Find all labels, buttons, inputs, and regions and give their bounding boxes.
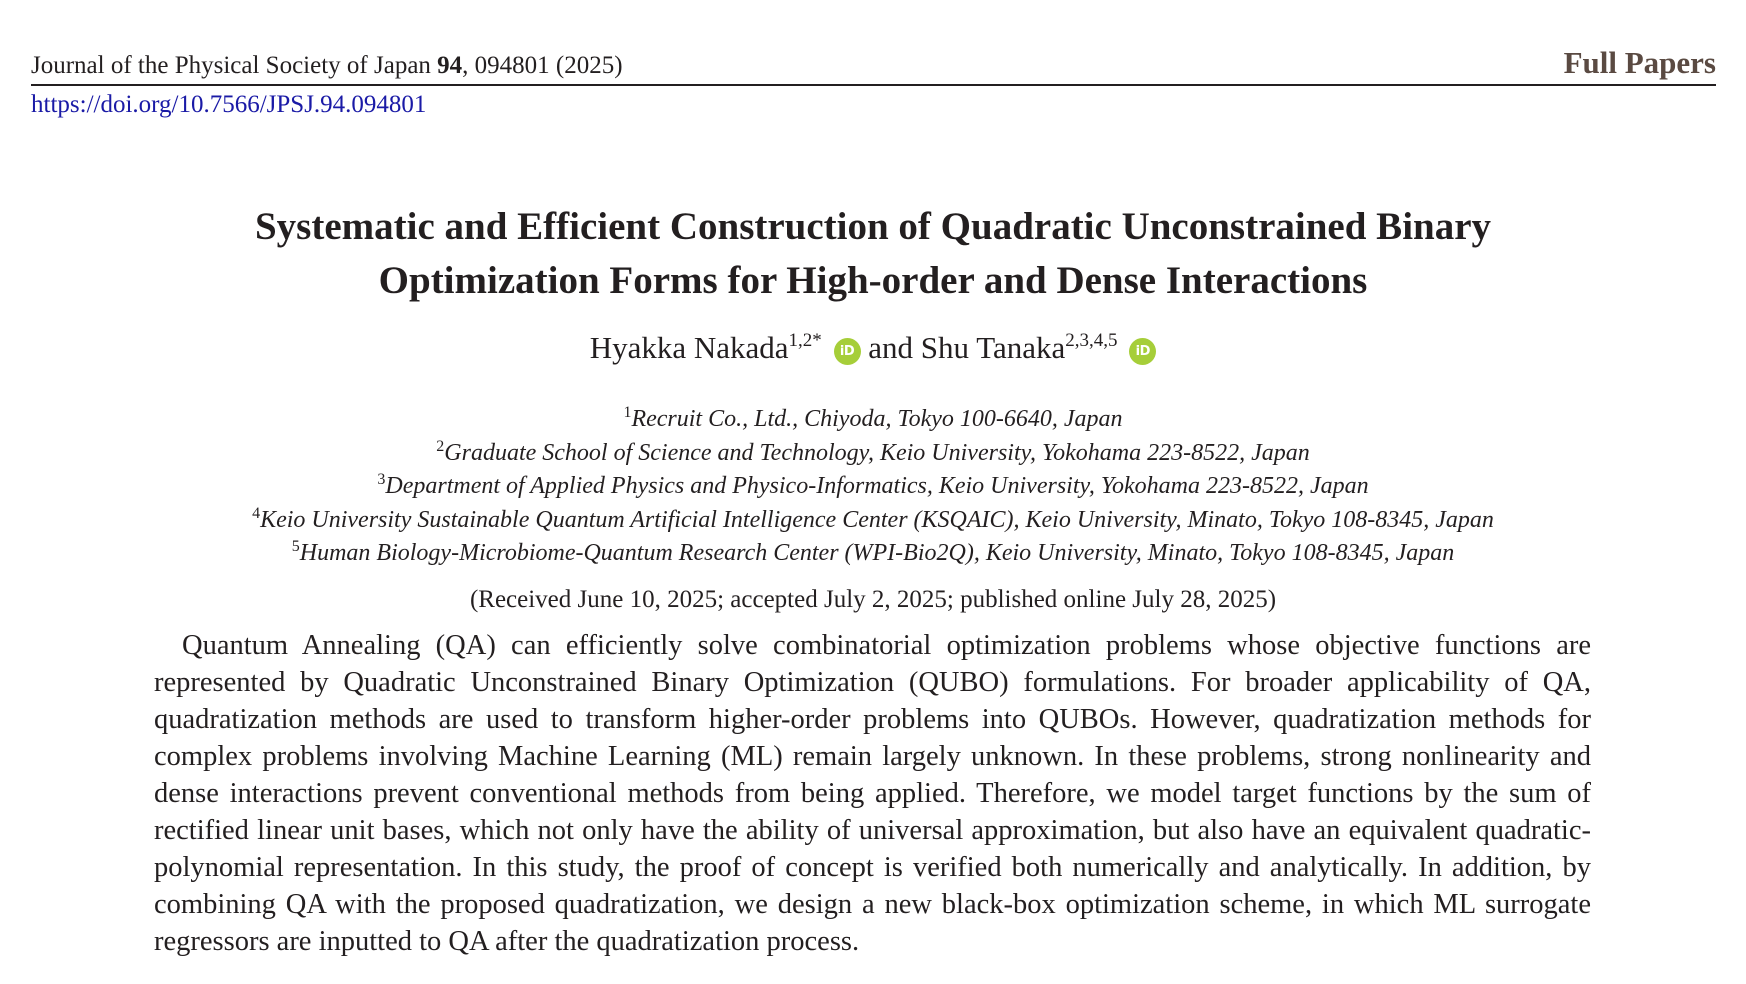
affiliation-text: Graduate School of Science and Technology, Keio University, Yokohama 223-8522, Japan (444, 439, 1310, 466)
abstract: Quantum Annealing (QA) can efficiently solve combinatorial optimization problems whose objective functions are represented by Quadratic Unconstrained Binary Optimization (QUBO) formulations. For broader applicability of QA, quadratization methods are used to transform higher-order problems into QUBOs. However, quadratization methods for complex problems involving Machine Learning (ML) remain largely unknown. In these problems, strong nonlinearity and dense interactions prevent conventional methods from being applied. Therefore, we model target functions by the sum of rectified linear unit bases, which not only have the ability of universal approximation, but also have an equivalent quadratic-polynomial representation. In this study, the proof of concept is verified both numerically and analytically. In addition, by combining QA with the proposed quadratization, we design a new black-box optimization scheme, in which ML surrogate regressors are inputted to QA after the quadratization process. (154, 630, 1591, 957)
orcid-icon[interactable]: iD (1129, 338, 1156, 365)
journal-volume: 94 (437, 52, 463, 79)
publication-dates: (Received June 10, 2025; accepted July 2, 2025; published online July 28, 2025) (469, 586, 1277, 613)
journal-header (31, 44, 1716, 86)
author-list (0, 330, 1746, 366)
paper-title (0, 200, 1746, 308)
orcid-icon[interactable]: iD (834, 338, 861, 365)
affiliation-text: Keio University Sustainable Quantum Artificial Intelligence Center (KSQAIC), Keio University, Minato, Tokyo 108-8345, Japan (260, 506, 1494, 533)
affiliation-number: 3 (377, 471, 386, 488)
section-label: Full Papers (1563, 45, 1716, 80)
journal-article-year: , 094801 (2025) (462, 52, 623, 79)
affiliation-list (0, 403, 1746, 571)
affiliation-number: 4 (252, 504, 261, 522)
journal-citation (31, 52, 623, 80)
journal-name: Journal of the Physical Society of Japan (31, 52, 438, 79)
doi-link[interactable]: https://doi.org/10.7566/JPSJ.94.094801 (31, 91, 427, 118)
affiliation-number: 5 (291, 538, 300, 555)
author-name: Shu Tanaka (920, 330, 1066, 365)
affiliation-item (0, 537, 1746, 571)
affiliation-number: 2 (436, 437, 445, 455)
author-affiliation-marker: 1,2* (788, 330, 822, 351)
author-name: Hyakka Nakada (589, 330, 789, 365)
affiliation-item (0, 437, 1746, 471)
author-affiliation-marker: 2,3,4,5 (1065, 330, 1118, 351)
affiliation-text: Recruit Co., Ltd., Chiyoda, Tokyo 100-6640, Japan (631, 406, 1123, 432)
affiliation-text: Human Biology-Microbiome-Quantum Research Center (WPI-Bio2Q), Keio University, Minato, Tokyo 108-8345, Japan (299, 540, 1455, 566)
affiliation-item (0, 403, 1746, 437)
affiliation-number: 1 (623, 404, 632, 421)
author-conjunction: and (860, 330, 921, 365)
affiliation-text: Department of Applied Physics and Physico-Informatics, Keio University, Yokohama 223-8522, Japan (385, 473, 1369, 499)
affiliation-item (0, 504, 1746, 538)
affiliation-item (0, 470, 1746, 504)
title-line-2: Optimization Forms for High-order and Dense Interactions (378, 259, 1368, 302)
title-line-1: Systematic and Efficient Construction of Quadratic Unconstrained Binary (254, 205, 1492, 248)
